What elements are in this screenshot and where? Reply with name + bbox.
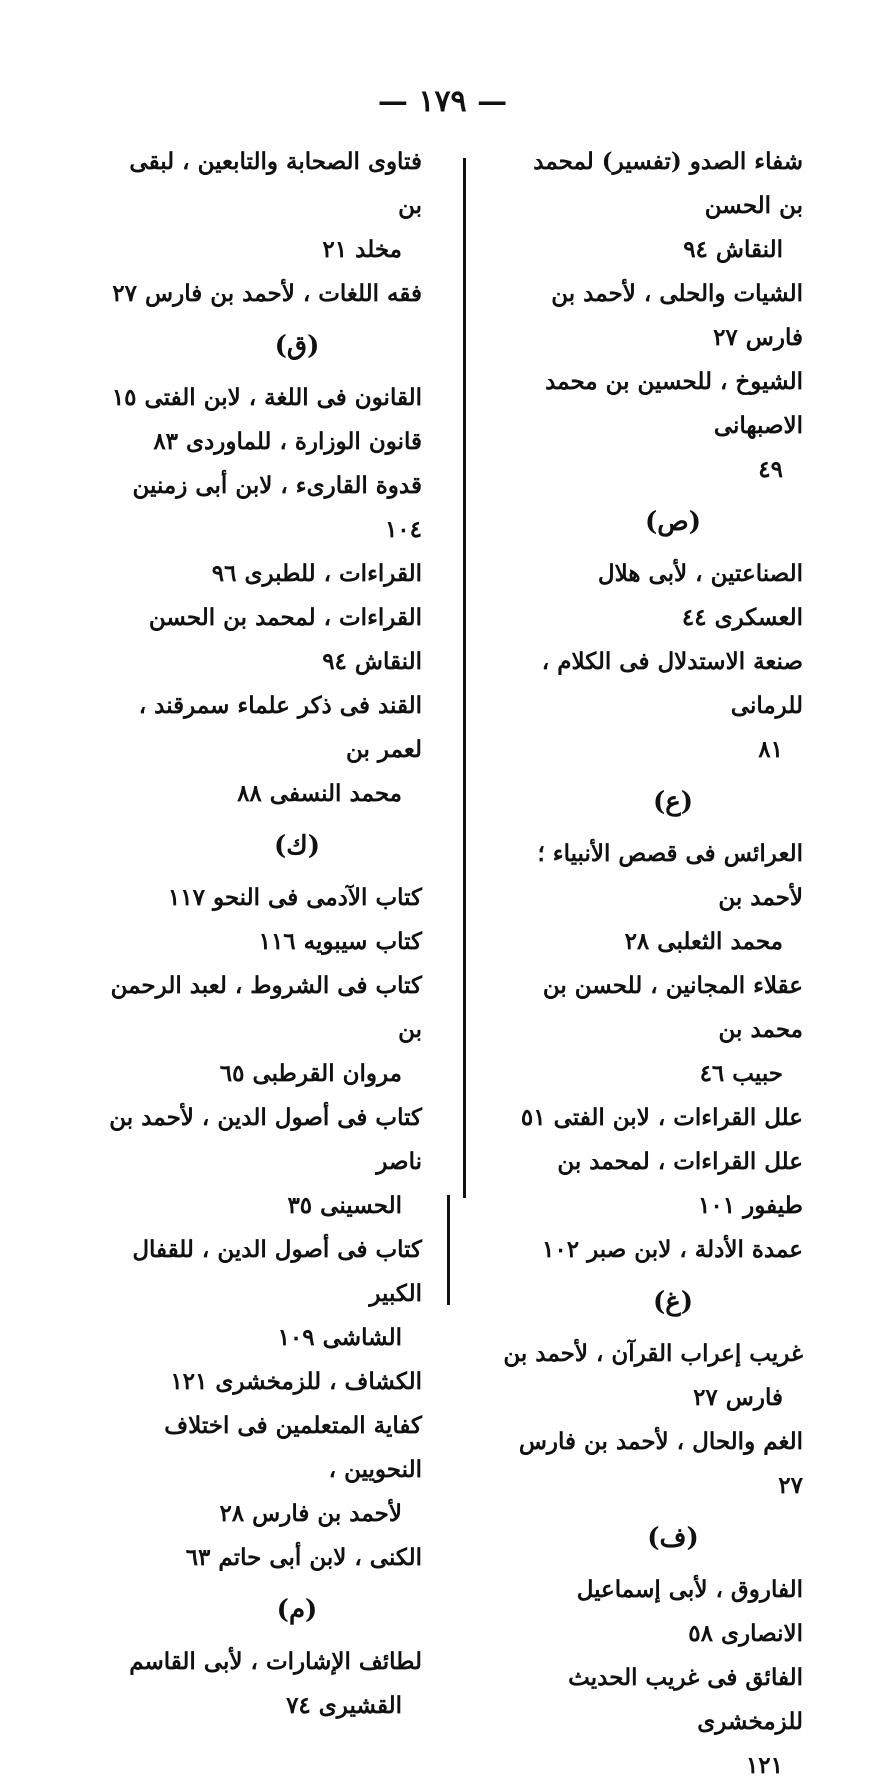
index-entry-title: كتاب فى الشروط ، لعبد الرحمن بن <box>110 972 422 1043</box>
index-entry <box>503 272 803 360</box>
index-entry <box>102 464 422 552</box>
index-entry-title: كتاب فى أصول الدين ، للقفال الكبير <box>132 1236 422 1307</box>
section-letter-heading: (ك) <box>273 831 321 861</box>
index-entry-title: عقلاء المجانين ، للحسن بن محمد بن <box>542 972 803 1043</box>
index-entry-title: غريب إعراب القرآن ، لأحمد بن <box>503 1340 803 1367</box>
index-entry <box>503 552 803 640</box>
index-entry <box>102 1228 422 1360</box>
index-entry-continuation: الشاشى ١٠٩ <box>277 1324 402 1351</box>
index-entry <box>102 964 422 1096</box>
index-entry-continuation: النقاش ٩٤ <box>683 236 783 263</box>
index-entry <box>102 420 422 464</box>
section-letter-heading: (غ) <box>652 1287 694 1317</box>
index-entry-title: كتاب سيبويه ١١٦ <box>258 928 422 955</box>
index-entry <box>102 1096 422 1228</box>
page-number: — ١٧٩ — <box>377 84 508 119</box>
index-entry <box>102 1536 422 1580</box>
index-entry <box>503 1096 803 1140</box>
index-entry <box>102 1404 422 1536</box>
index-entry-title: الشيات والحلى ، لأحمد بن فارس ٢٧ <box>551 280 803 351</box>
index-entry-continuation: محمد النسفى ٨٨ <box>237 780 402 807</box>
index-entry-continuation: مخلد ٢١ <box>322 236 402 263</box>
index-entry-title: الفاروق ، لأبى إسماعيل الانصارى ٥٨ <box>576 1576 803 1647</box>
index-entry <box>503 640 803 772</box>
index-entry-title: كتاب فى أصول الدين ، لأحمد بن ناصر <box>109 1104 422 1175</box>
index-entry <box>102 920 422 964</box>
index-entry-title: القند فى ذكر علماء سمرقند ، لعمر بن <box>138 692 422 763</box>
section-letter-heading: (ع) <box>652 787 694 817</box>
index-entry-title: فقه اللغات ، لأحمد بن فارس ٢٧ <box>112 280 422 307</box>
index-entry-continuation: ٨١ <box>758 736 783 763</box>
index-entry-title: الكنى ، لابن أبى حاتم ٦٣ <box>185 1544 422 1571</box>
index-entry <box>102 272 422 316</box>
index-entry-continuation: لأحمد بن فارس ٢٨ <box>219 1500 402 1527</box>
right-column <box>503 140 803 1788</box>
index-entry-title: علل القراءات ، لمحمد بن طيفور ١٠١ <box>557 1148 803 1219</box>
section-letter-heading: (ق) <box>274 331 320 361</box>
index-entry-title: الفائق فى غريب الحديث للزمخشرى <box>568 1664 803 1735</box>
index-entry-title: عمدة الأدلة ، لابن صبر ١٠٢ <box>542 1236 803 1263</box>
index-entry-title: كفاية المتعلمين فى اختلاف النحويين ، <box>164 1412 422 1483</box>
index-entry-title: القانون فى اللغة ، لابن الفتى ١٥ <box>111 384 422 411</box>
index-entry <box>503 140 803 272</box>
index-entry-title: القراءات ، لمحمد بن الحسن النقاش ٩٤ <box>148 604 422 675</box>
index-entry-continuation: ١٢١ <box>745 1752 783 1779</box>
index-entry <box>102 376 422 420</box>
index-entry <box>102 1640 422 1728</box>
index-entry <box>503 964 803 1096</box>
index-entry <box>102 552 422 596</box>
index-entry-continuation: القشيرى ٧٤ <box>286 1692 402 1719</box>
index-entry <box>102 140 422 272</box>
section-letter-heading: (ف) <box>647 1523 699 1553</box>
index-entry-continuation: ٤٩ <box>758 456 783 483</box>
index-entry-title: الكشاف ، للزمخشرى ١٢١ <box>170 1368 422 1395</box>
index-entry <box>503 360 803 492</box>
index-entry <box>503 1140 803 1228</box>
index-entry-title: الشيوخ ، للحسين بن محمد الاصبهانى <box>545 368 803 439</box>
index-entry-continuation: حبيب ٤٦ <box>699 1060 783 1087</box>
index-entry-title: الصناعتين ، لأبى هلال العسكرى ٤٤ <box>597 560 803 631</box>
column-divider-lower <box>447 1195 450 1305</box>
index-entry-title: القراءات ، للطبرى ٩٦ <box>211 560 422 587</box>
index-entry <box>503 832 803 964</box>
index-entry <box>102 1360 422 1404</box>
section-letter-heading: (ص) <box>644 507 702 537</box>
index-entry-title: قانون الوزارة ، للماوردى ٨٣ <box>153 428 422 455</box>
index-entry <box>503 1656 803 1788</box>
index-entry <box>503 1228 803 1272</box>
index-entry-continuation: فارس ٢٧ <box>693 1384 783 1411</box>
index-entry-continuation: محمد الثعلبى ٢٨ <box>624 928 783 955</box>
index-entry-title: الغم والحال ، لأحمد بن فارس ٢٧ <box>518 1428 803 1499</box>
index-entry-continuation: مروان القرطبى ٦٥ <box>219 1060 402 1087</box>
index-entry-title: قدوة القارىء ، لابن أبى زمنين ١٠٤ <box>132 472 422 543</box>
index-entry-title: العرائس فى قصص الأنبياء ؛ لأحمد بن <box>537 840 803 911</box>
section-letter-heading: (م) <box>276 1595 318 1625</box>
column-divider <box>463 158 466 1198</box>
index-entry-continuation: الحسينى ٣٥ <box>287 1192 402 1219</box>
index-entry <box>503 1420 803 1508</box>
index-entry-title: علل القراءات ، لابن الفتى ٥١ <box>520 1104 803 1131</box>
index-entry-title: شفاء الصدو (تفسير) لمحمد بن الحسن <box>533 148 803 219</box>
index-entry <box>102 684 422 816</box>
index-entry <box>102 876 422 920</box>
index-entry <box>503 1568 803 1656</box>
index-entry-title: لطائف الإشارات ، لأبى القاسم <box>129 1648 422 1675</box>
index-entry-title: صنعة الاستدلال فى الكلام ، للرمانى <box>541 648 803 719</box>
index-entry-title: كتاب الآدمى فى النحو ١١٧ <box>167 884 422 911</box>
index-entry-title: فتاوى الصحابة والتابعين ، لبقى بن <box>129 148 422 219</box>
left-column <box>102 140 422 1728</box>
index-entry <box>102 596 422 684</box>
